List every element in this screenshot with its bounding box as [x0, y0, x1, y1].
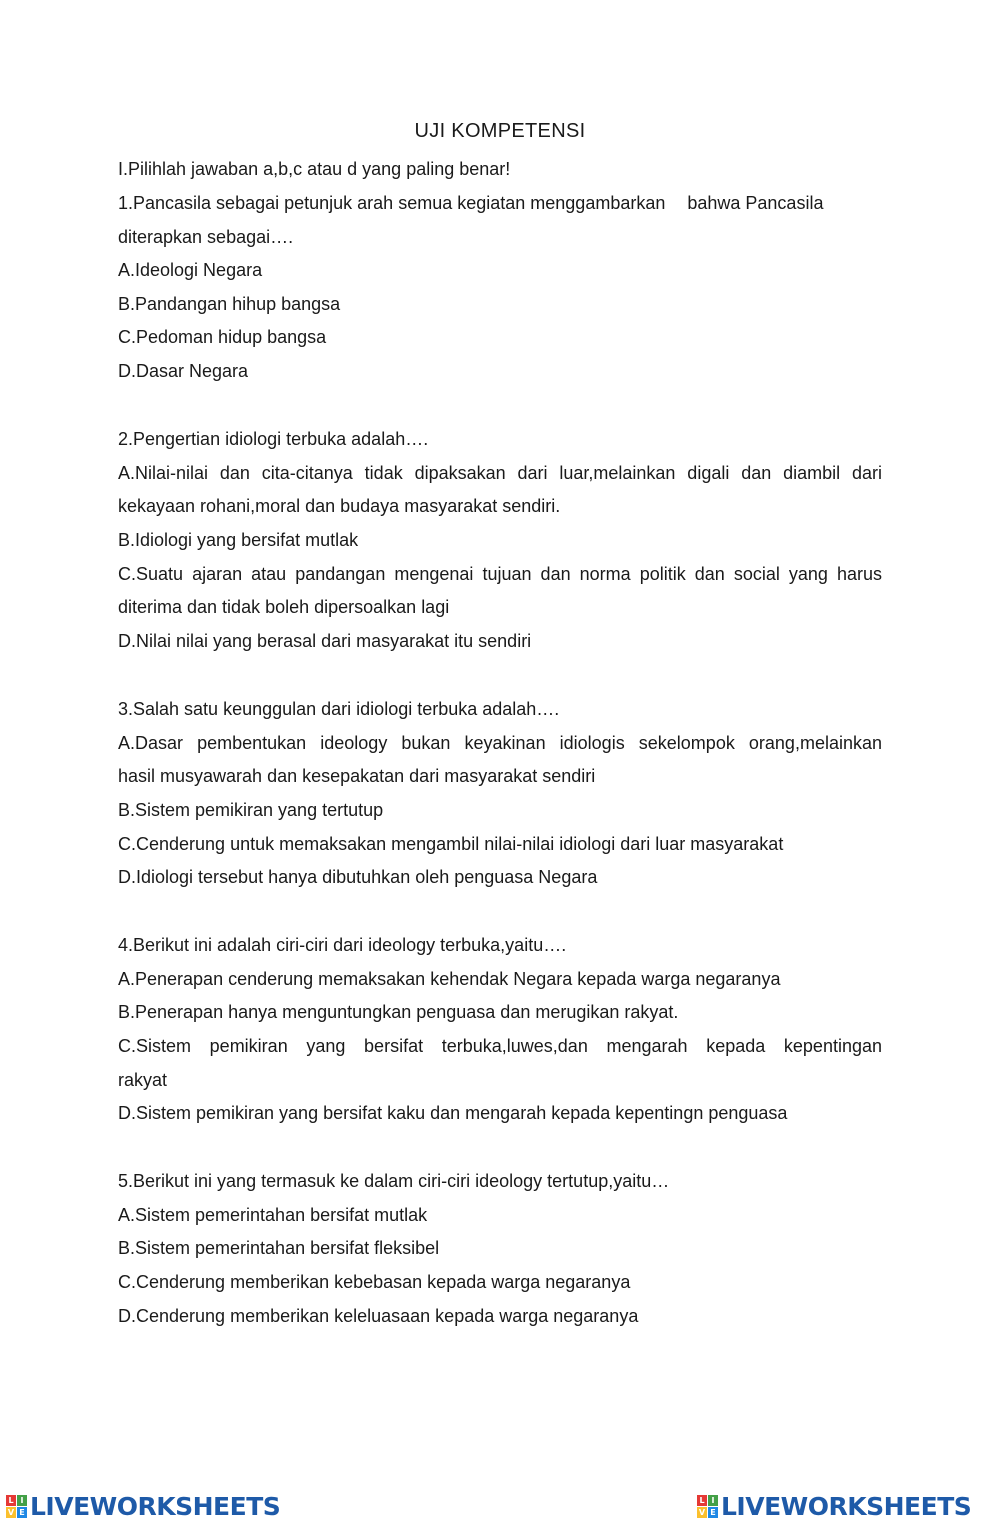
liveworksheets-logo-right[interactable]	[697, 1492, 971, 1520]
liveworksheets-logo-icon: L I V E	[6, 1495, 27, 1518]
instruction: I.Pilihlah jawaban a,b,c atau d yang paling benar!	[118, 159, 511, 179]
question-4-option-a: A.Penerapan cenderung memaksakan kehendak Negara kepada warga negaranya	[118, 969, 781, 989]
liveworksheets-brand-text: LIVEWORKSHEETS	[721, 1491, 972, 1521]
question-1-stem-line-2: diterapkan sebagai….	[118, 227, 294, 247]
page-title: UJI KOMPETENSI	[414, 120, 586, 142]
question-1-option-c: C.Pedoman hidup bangsa	[118, 327, 327, 347]
question-4-option-b: B.Penerapan hanya menguntungkan penguasa dan merugikan rakyat.	[118, 1002, 679, 1022]
question-4-stem: 4.Berikut ini adalah ciri-ciri dari ideology terbuka,yaitu….	[118, 935, 567, 955]
liveworksheets-logo-left[interactable]	[6, 1492, 280, 1520]
question-5-option-c: C.Cenderung memberikan kebebasan kepada warga negaranya	[118, 1272, 631, 1292]
question-1-stem-text-tail: bahwa Pancasila	[687, 193, 824, 213]
question-2-option-c-cont: diterima dan tidak boleh dipersoalkan lagi	[118, 597, 450, 617]
liveworksheets-logo-icon: L I V E	[697, 1495, 718, 1518]
question-3-option-b: B.Sistem pemikiran yang tertutup	[118, 800, 384, 820]
question-4-option-d: D.Sistem pemikiran yang bersifat kaku dan mengarah kepada kepentingn penguasa	[118, 1103, 788, 1123]
question-3-option-a: A.Dasar pembentukan ideology bukan keyakinan idiologis sekelompok orang,melainkan	[118, 733, 882, 753]
question-2-option-d: D.Nilai nilai yang berasal dari masyarakat itu sendiri	[118, 631, 532, 651]
question-2-option-b: B.Idiologi yang bersifat mutlak	[118, 530, 359, 550]
question-4-option-c: C.Sistem pemikiran yang bersifat terbuka,luwes,dan mengarah kepada kepentingan	[118, 1036, 882, 1056]
question-3-option-a-cont: hasil musyawarah dan kesepakatan dari masyarakat sendiri	[118, 766, 596, 786]
question-4-option-c-cont: rakyat	[118, 1070, 168, 1090]
question-2-option-c: C.Suatu ajaran atau pandangan mengenai tujuan dan norma politik dan social yang harus	[118, 564, 882, 584]
question-1-option-d: D.Dasar Negara	[118, 361, 249, 381]
liveworksheets-brand-text: LIVEWORKSHEETS	[30, 1491, 281, 1521]
question-3-stem: 3.Salah satu keunggulan dari idiologi terbuka adalah….	[118, 699, 560, 719]
question-3-option-c: C.Cenderung untuk memaksakan mengambil nilai-nilai idiologi dari luar masyarakat	[118, 834, 784, 854]
question-2-option-a: A.Nilai-nilai dan cita-citanya tidak dipaksakan dari luar,melainkan digali dan diambil dari	[118, 463, 882, 483]
question-2-stem: 2.Pengertian idiologi terbuka adalah….	[118, 429, 429, 449]
question-1-option-b: B.Pandangan hihup bangsa	[118, 294, 341, 314]
question-2-option-a-cont: kekayaan rohani,moral dan budaya masyarakat sendiri.	[118, 496, 561, 516]
question-1-stem-text: 1.Pancasila sebagai petunjuk arah semua kegiatan menggambarkan	[118, 193, 666, 213]
question-5-option-a: A.Sistem pemerintahan bersifat mutlak	[118, 1205, 428, 1225]
question-5-stem: 5.Berikut ini yang termasuk ke dalam ciri-ciri ideology tertutup,yaitu…	[118, 1171, 670, 1191]
question-1-option-a: A.Ideologi Negara	[118, 260, 263, 280]
question-3-option-d: D.Idiologi tersebut hanya dibutuhkan oleh penguasa Negara	[118, 867, 598, 887]
question-1-stem-line-1	[118, 192, 882, 214]
question-5-option-b: B.Sistem pemerintahan bersifat fleksibel	[118, 1238, 440, 1258]
question-5-option-d: D.Cenderung memberikan keleluasaan kepada warga negaranya	[118, 1306, 639, 1326]
